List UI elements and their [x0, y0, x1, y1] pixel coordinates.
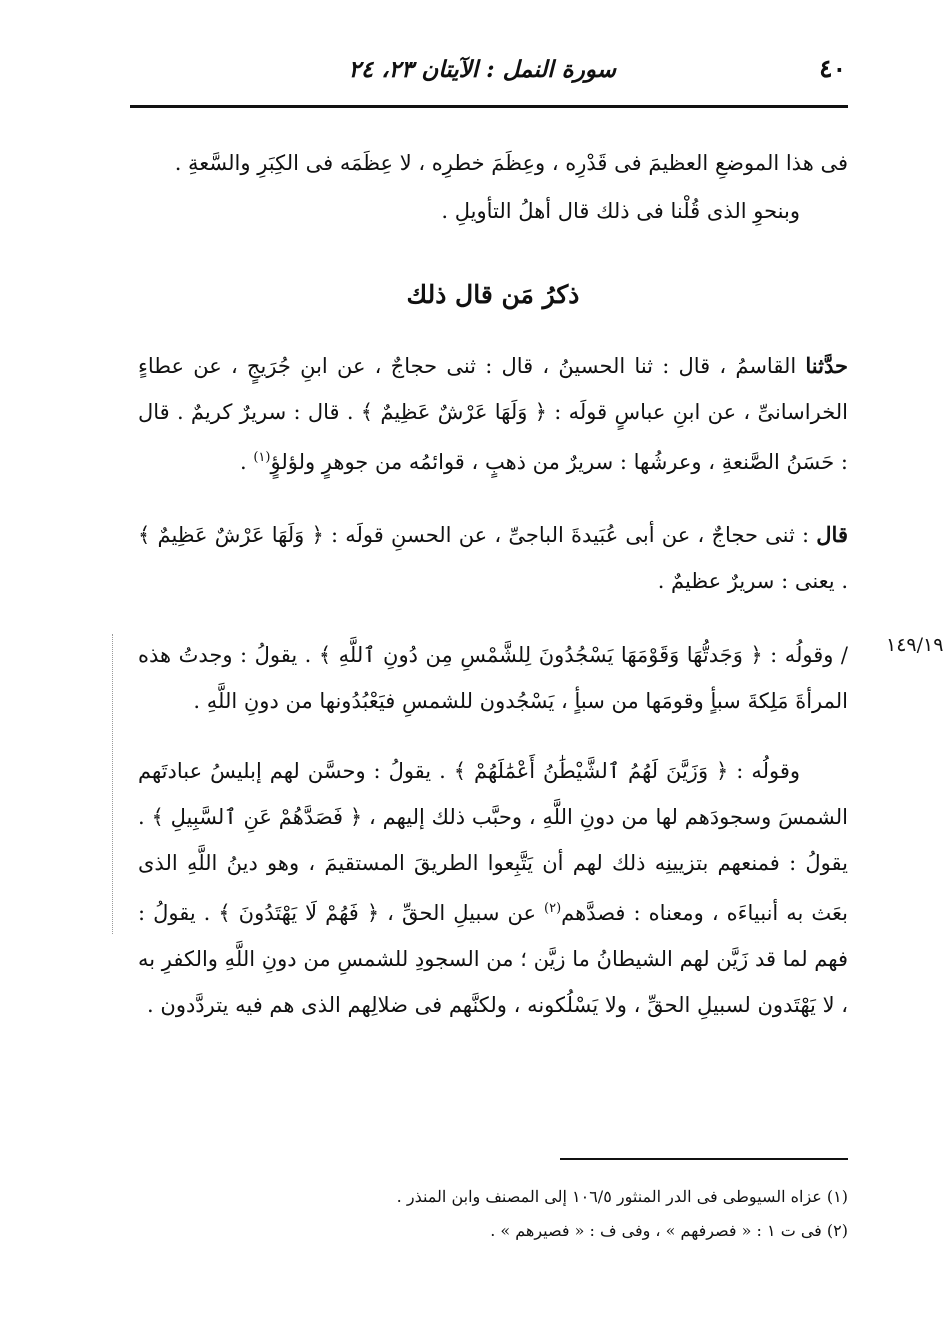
narration-1 [138, 343, 848, 485]
running-header [130, 40, 848, 102]
footnote-marker-1: (١) [253, 450, 271, 465]
footnote-2: (٢) فى ت ١ : « فصرفهم » ، وفى ف : « فصيرهم » . [490, 1221, 848, 1240]
commentary-2-text-b: عن سبيلِ الحقِّ ، ﴿ فَهُمْ لَا يَهْتَدُونَ ﴾ . يقولُ : فهم لما قد زَيَّن لهم الشيطانُ ما زيَّن ؛ من السجودِ للشمسِ من دونِ اللَّهِ والكفرِ به ، لا يَهْتَدون لسبيلِ الحقِّ ، ولا يَسْلُكونه ، ولكنَّهم فى ضلالِهم الذى هم فيه يتردَّدون . [137, 901, 848, 1017]
page-number: ٤٠ [819, 54, 846, 83]
commentary-1-text: / وقولُه : ﴿ وَجَدتُّهَا وَقَوْمَهَا يَسْجُدُونَ لِلشَّمْسِ مِن دُونِ ٱللَّهِ ﴾ . يقولُ : وجدتُ هذه المرأةَ مَلِكةَ سبأٍ وقومَها من سبأٍ ، يَسْجُدون للشمسِ فيَعْبُدُونها من دونِ اللَّهِ . [138, 643, 848, 713]
footnote-1: (١) عزاه السيوطى فى الدر المنثور ١٠٦/٥ إلى المصنف وابن المنذر . [396, 1187, 848, 1206]
opening-paragraphs [138, 140, 848, 234]
gutter-line [112, 634, 115, 934]
narration-2-lead: قال [816, 522, 848, 547]
footnotes [138, 1180, 848, 1248]
commentary-1 [138, 632, 848, 724]
paragraph-1: فى هذا الموضعِ العظيمَ فى قَدْرِه ، وعِظَمَ خطرِه ، لا عِظَمَه فى الكِبَرِ والسَّعةِ . [174, 151, 848, 175]
narration-1-lead: حدَّثنا [805, 353, 848, 378]
footnote-marker-2: (٢) [544, 901, 562, 916]
margin-reference: ١٤٩/١٩ [886, 634, 944, 656]
commentary-2 [138, 748, 848, 1028]
narration-1-end: . [239, 450, 254, 474]
header-rule [130, 105, 848, 108]
commentary-2-text-a: وقولُه : ﴿ وَزَيَّنَ لَهُمُ ٱلشَّيْطَٰنُ أَعْمَٰلَهُمْ ﴾ . يقولُ : وحسَّن لهم إبليسُ عبادتَهم الشمسَ وسجودَهم لها من دونِ اللَّهِ ، وحبَّب ذلك إليهم ، ﴿ فَصَدَّهُمْ عَنِ ٱلسَّبِيلِ ﴾ . يقولُ : فمنعهم بتزيينِه ذلك لهم أن يَتَّبِعوا الطريقَ المستقيمَ ، وهو دينُ اللَّهِ الذى بعَث به أنبياءَه ، ومعناه : فصدَّهم [138, 759, 848, 925]
narration-2 [138, 512, 848, 604]
running-title: سورة النمل : الآيتان ٢٣، ٢٤ [348, 56, 616, 83]
narration-2-text: : ثنى حجاجٌ ، عن أبى عُبَيدةَ الباجىِّ ، عن الحسنِ قولَه : ﴿ وَلَهَا عَرْشٌ عَظِيمٌ ﴾ . يعنى : سريرٌ عظيمٌ . [138, 523, 848, 593]
footnote-rule [560, 1158, 848, 1160]
section-heading: ذكرُ مَن قال ذلك [406, 280, 580, 309]
narration-1-text: القاسمُ ، قال : ثنا الحسينُ ، قال : ثنى حجاجٌ ، عن ابنِ جُرَيجٍ ، عن عطاءٍ الخراسانىِّ ، عن ابنِ عباسٍ قولَه : ﴿ وَلَهَا عَرْشٌ عَظِيمٌ ﴾ . قال : سريرٌ كريمٌ . قال : حَسَنُ الصَّنعةِ ، وعرشُها : سريرٌ من ذهبٍ ، قوائمُه من جوهرٍ ولؤلؤٍ [138, 354, 848, 474]
paragraph-2: وبنحوِ الذى قُلْنا فى ذلك قال أهلُ التأويلِ . [441, 199, 800, 223]
